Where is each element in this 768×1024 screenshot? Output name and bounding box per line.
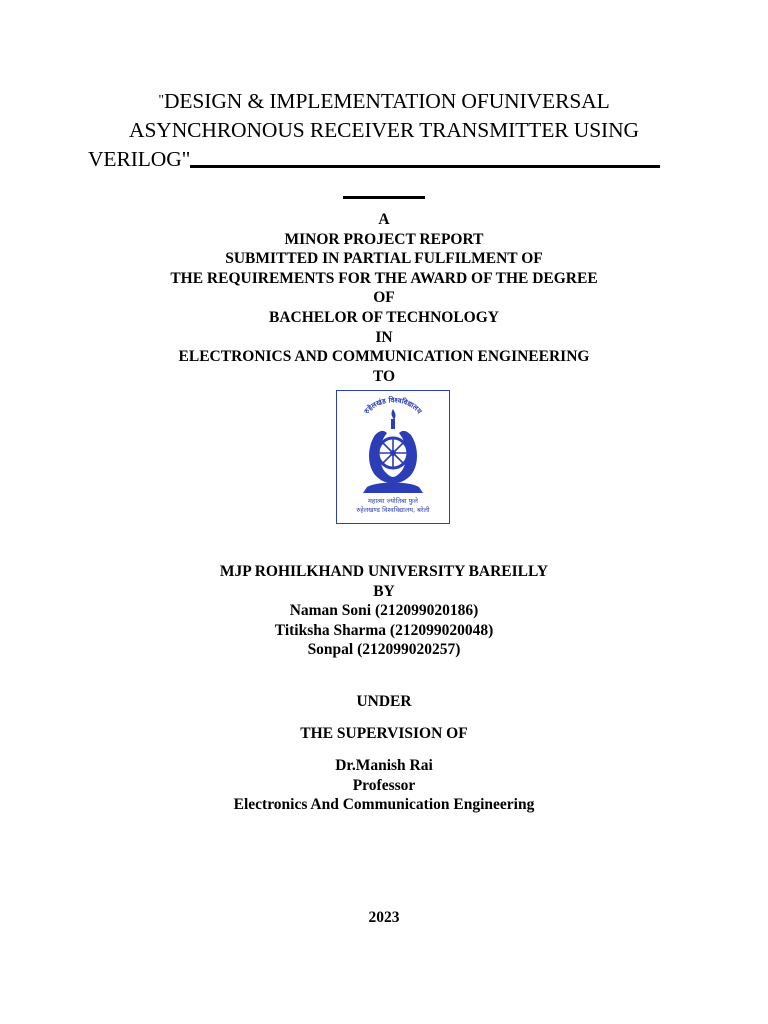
report-line-to: TO: [372, 367, 396, 385]
logo-bottom-line-1: महात्मा ज्योतिबा फुले: [368, 497, 418, 505]
report-line-of: OF: [373, 289, 395, 307]
logo-bottom-line-2: रुहेलखण्ड विश्वविद्यालय, बरेली: [356, 506, 430, 514]
student-2: Titiksha Sharma (212099020048): [274, 621, 494, 639]
report-line-branch: ELECTRONICS AND COMMUNICATION ENGINEERING: [178, 348, 590, 366]
university-logo: [336, 390, 450, 524]
university-emblem-icon: [337, 391, 449, 523]
title-line-2: ASYNCHRONOUS RECEIVER TRANSMITTER USING: [129, 118, 639, 142]
university-and-students: [0, 562, 768, 660]
report-description: [0, 210, 768, 386]
report-line-minor-project: MINOR PROJECT REPORT: [284, 230, 484, 248]
year: 2023: [368, 909, 400, 926]
title-line-1-text: DESIGN & IMPLEMENTATION OFUNIVERSAL: [163, 89, 610, 113]
university-name: MJP ROHILKHAND UNIVERSITY BAREILLY: [219, 563, 549, 580]
logo-top-text: रुहेलखंड विश्वविद्यालय: [362, 396, 424, 416]
title-underline-row: [88, 174, 680, 198]
supervisor-department: Electronics And Communication Engineering: [233, 796, 535, 813]
report-line-in: IN: [375, 328, 393, 346]
title-open-quote: ": [158, 93, 164, 108]
under-label: UNDER: [356, 693, 412, 710]
student-3: Sonpal (212099020257): [307, 641, 461, 658]
title-line-3-text: VERILOG": [88, 147, 191, 171]
supervisor-name: Dr.Manish Rai: [335, 757, 433, 774]
title-underline-2: [343, 196, 425, 199]
student-1: Naman Soni (212099020186): [289, 602, 479, 619]
supervisor-details: [0, 756, 768, 815]
report-line-degree: BACHELOR OF TECHNOLOGY: [269, 308, 499, 326]
report-line-requirements: THE REQUIREMENTS FOR THE AWARD OF THE DEGREE: [170, 269, 598, 287]
title-line-3: [88, 145, 680, 174]
by-label: BY: [373, 582, 395, 600]
title-underline-1: [190, 165, 660, 168]
report-line-submitted: SUBMITTED IN PARTIAL FULFILMENT OF: [225, 250, 543, 268]
supervision-label: THE SUPERVISION OF: [300, 725, 468, 742]
supervisor-designation: Professor: [352, 776, 416, 794]
report-line-a: A: [378, 211, 390, 228]
project-title: [88, 86, 680, 198]
title-line-1: [88, 86, 680, 116]
